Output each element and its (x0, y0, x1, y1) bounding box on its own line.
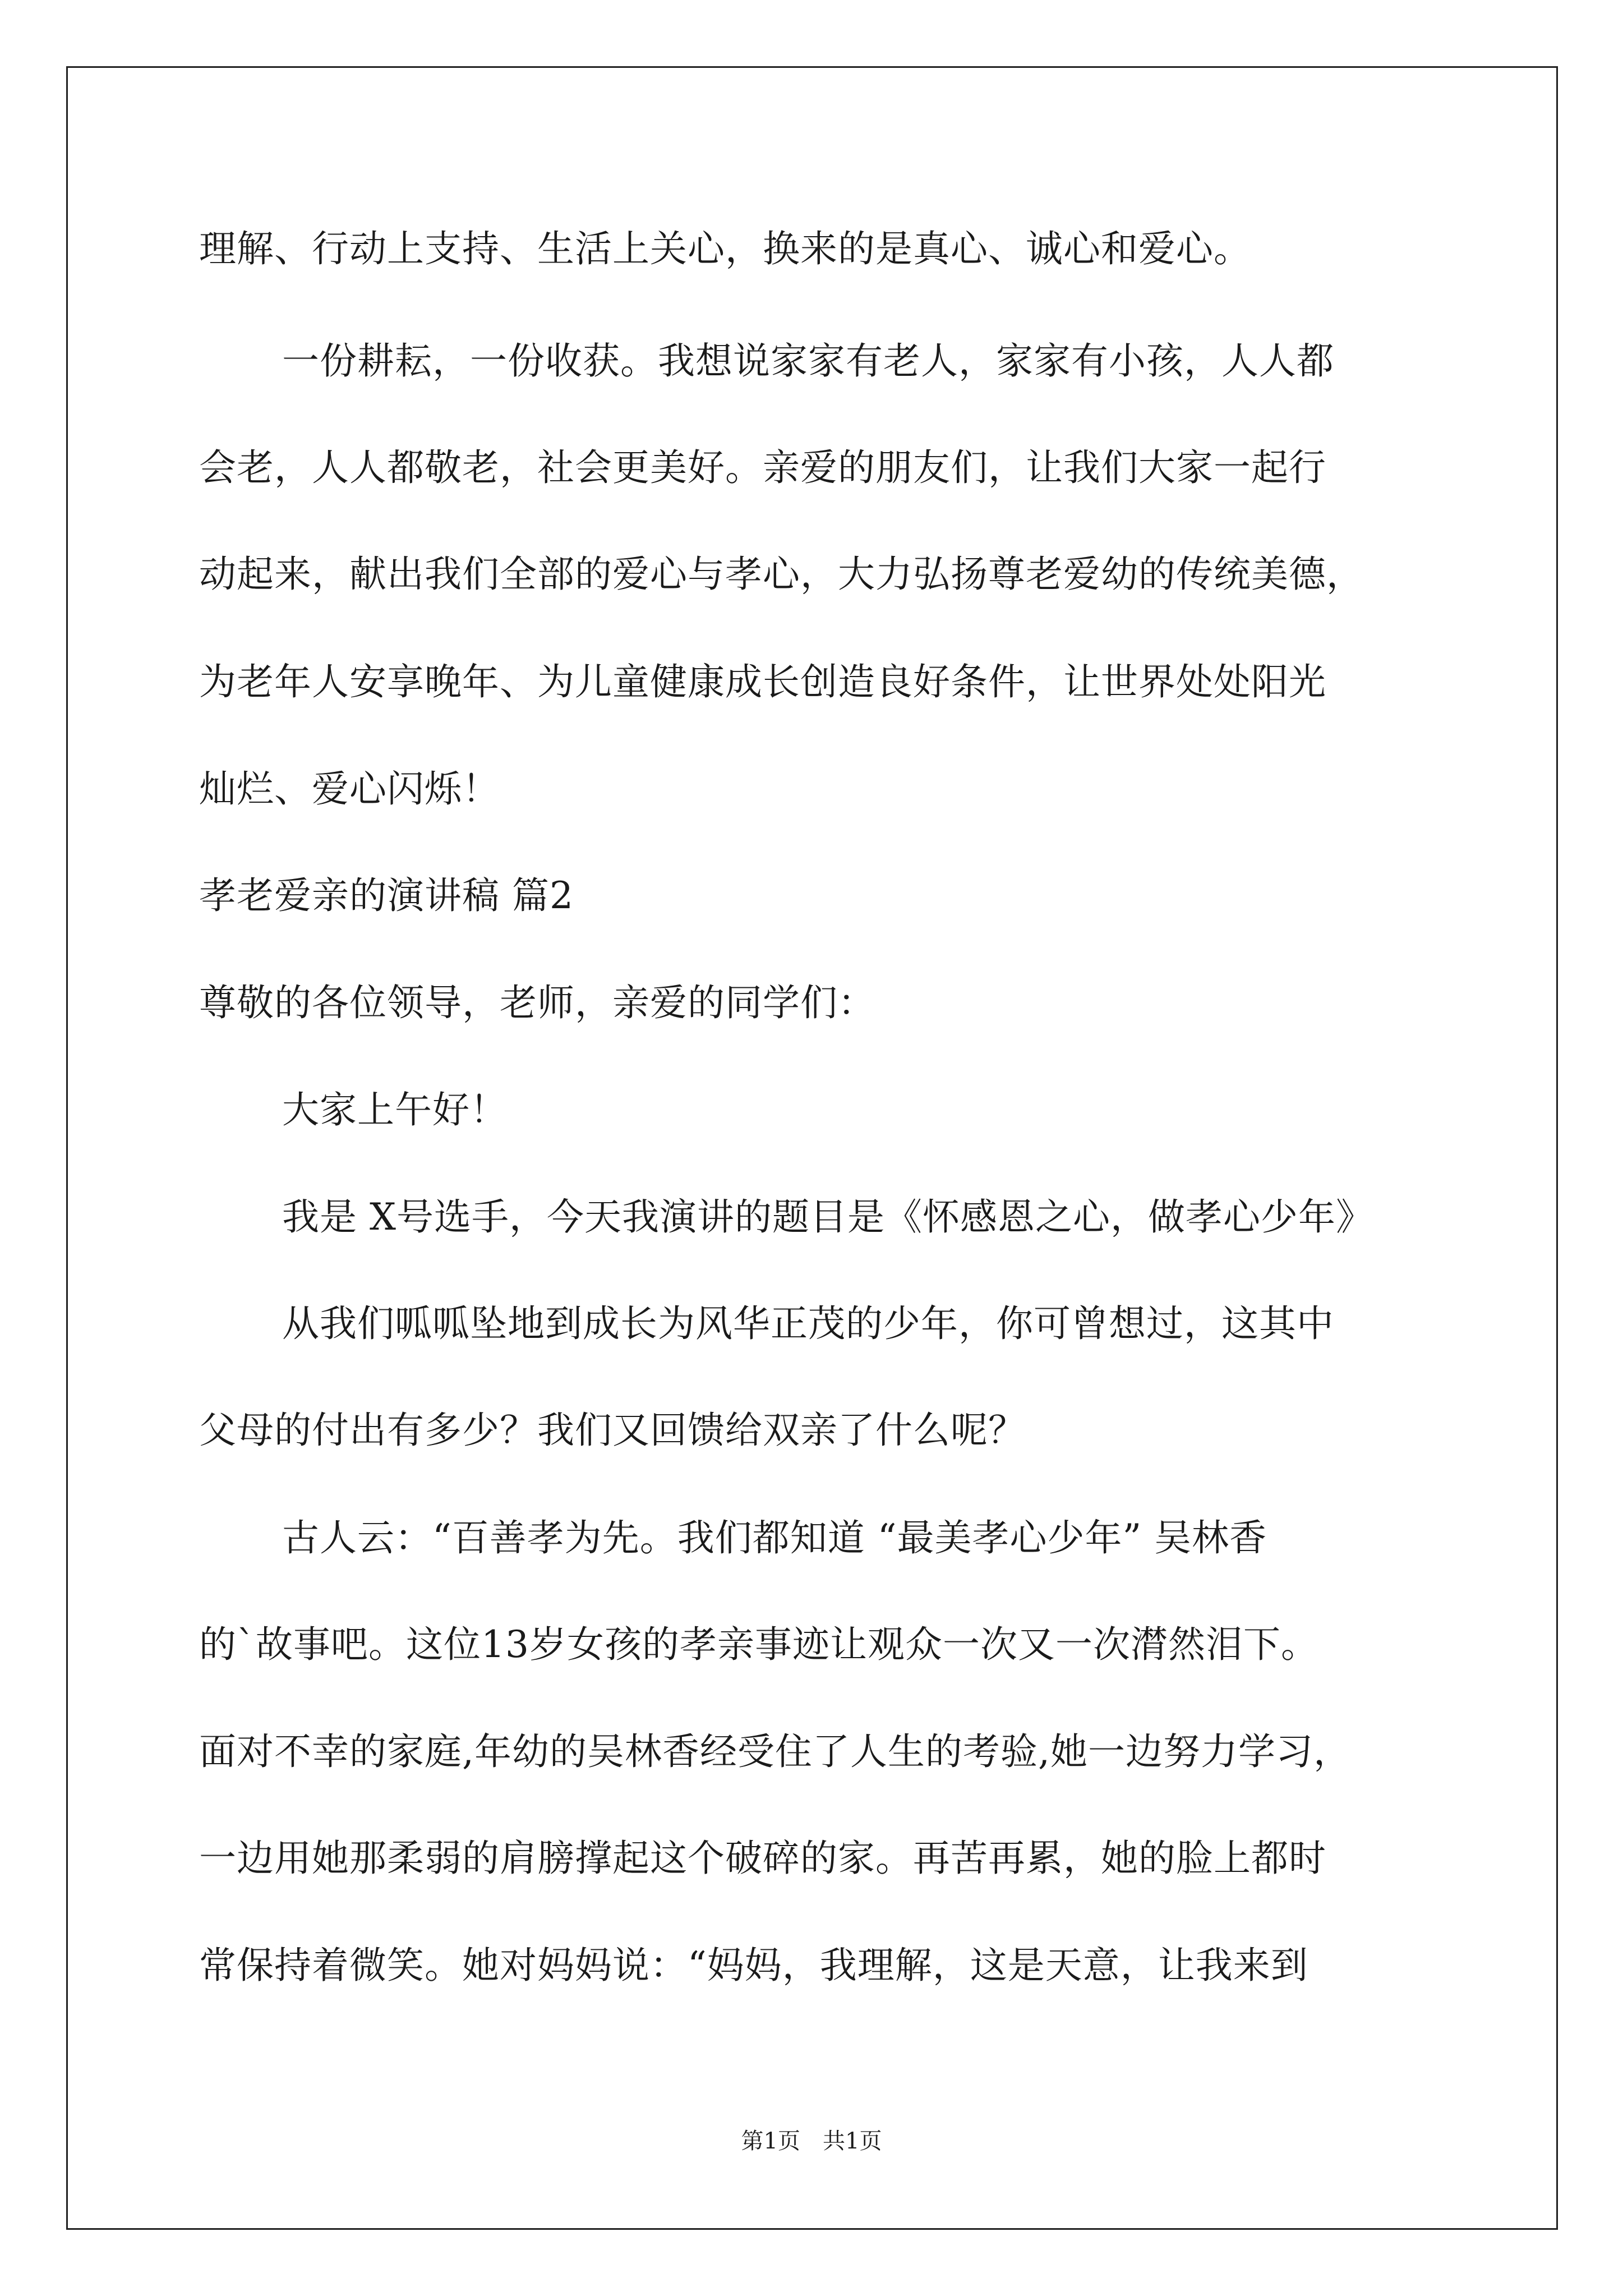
page-border (66, 66, 1558, 2230)
text-line: 父母的付出有多少？我们又回馈给双亲了什么呢？ (199, 1409, 1026, 1452)
paragraph-line: 古人云：“百善孝为先。我们都知道 “最美孝心少年” 吴林香 (282, 1516, 1267, 1559)
greeting: 大家上午好！ (282, 1088, 508, 1131)
text-line: 一边用她那柔弱的肩膀撑起这个破碎的家。再苦再累，她的脸上都时 (199, 1837, 1326, 1880)
page-footer: 第1页 共1页 (741, 2128, 882, 2154)
text-line: 动起来，献出我们全部的爱心与孝心，大力弘扬尊老爱幼的传统美德， (199, 553, 1364, 596)
paragraph-line: 一份耕耘，一份收获。我想说家家有老人，家家有小孩，人人都 (282, 339, 1334, 383)
text-line: 常保持着微笑。她对妈妈说：“妈妈，我理解，这是天意，让我来到 (199, 1944, 1308, 1987)
text-line: 会老，人人都敬老，社会更美好。亲爱的朋友们，让我们大家一起行 (199, 446, 1326, 489)
section-heading: 孝老爱亲的演讲稿 篇2 (199, 874, 574, 917)
text-line: 理解、行动上支持、生活上关心，换来的是真心、诚心和爱心。 (199, 227, 1251, 270)
salutation: 尊敬的各位领导，老师，亲爱的同学们： (199, 981, 875, 1024)
paragraph-line: 我是 X号选手，今天我演讲的题目是《怀感恩之心，做孝心少年》 (282, 1195, 1373, 1239)
text-line: 灿烂、爱心闪烁！ (199, 767, 500, 811)
text-line: 面对不幸的家庭,年幼的吴林香经受住了人生的考验,她一边努力学习， (199, 1730, 1351, 1773)
text-line: 为老年人安享晚年、为儿童健康成长创造良好条件，让世界处处阳光 (199, 660, 1326, 703)
text-line: 的`故事吧。这位13岁女孩的孝亲事迹让观众一次又一次潸然泪下。 (199, 1623, 1318, 1666)
paragraph-line: 从我们呱呱坠地到成长为风华正茂的少年，你可曾想过，这其中 (282, 1302, 1334, 1345)
